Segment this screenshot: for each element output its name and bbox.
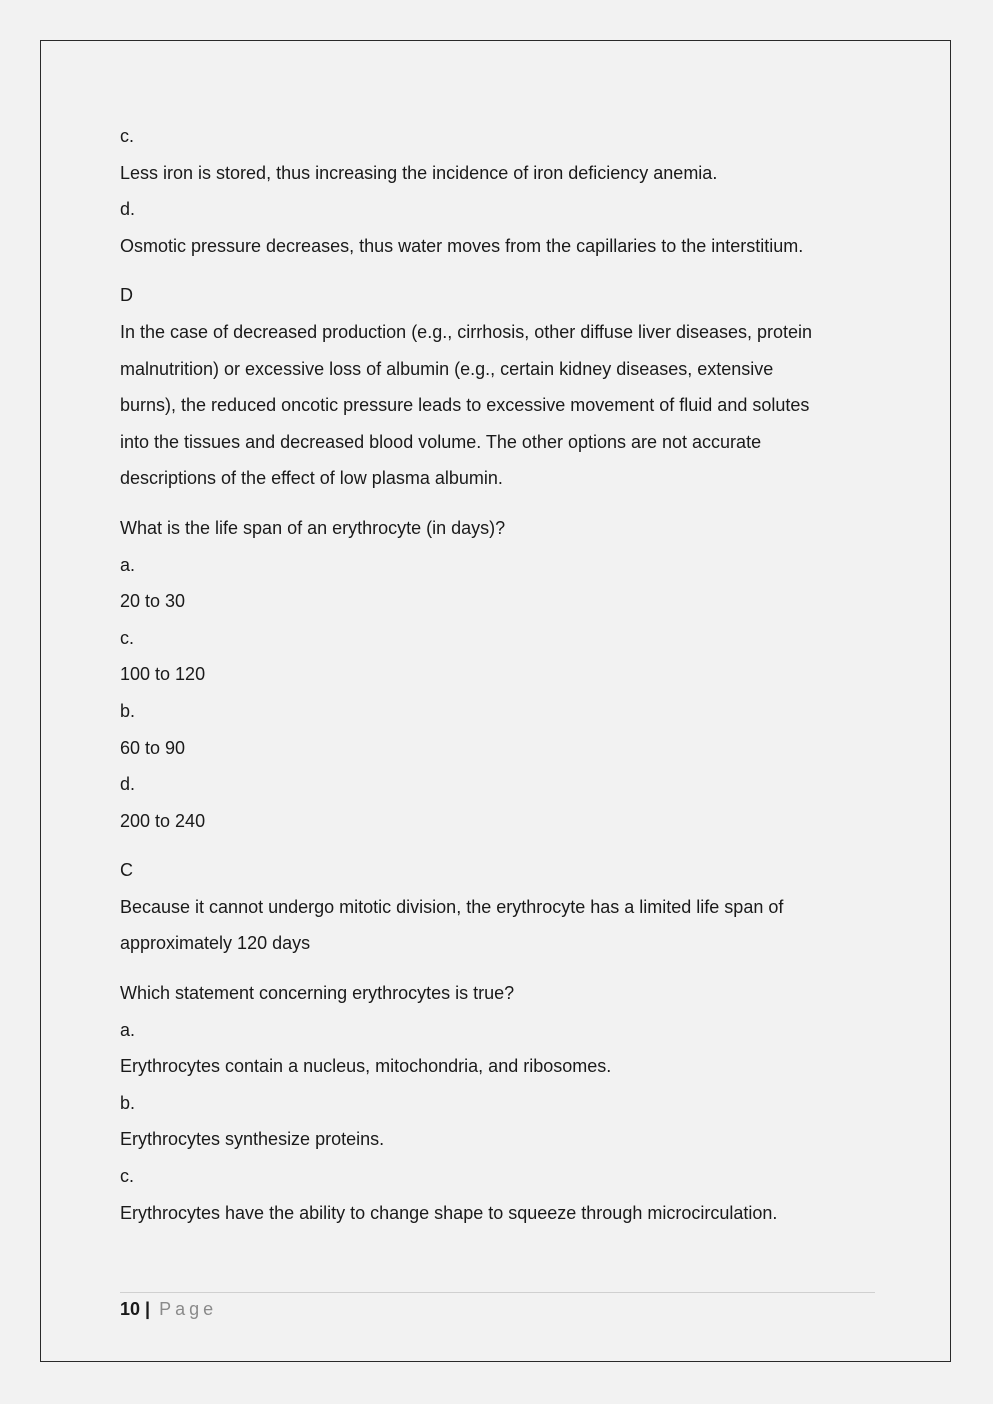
text-line: malnutrition) or excessive loss of albumin (e.g., certain kidney diseases, extensive	[120, 358, 774, 379]
text-line: What is the life span of an erythrocyte (in days)?	[120, 517, 506, 538]
paragraph-gap	[120, 497, 880, 510]
text-line: Erythrocytes synthesize proteins.	[120, 1129, 385, 1150]
page-label: Page	[159, 1299, 218, 1319]
footer-separator: |	[145, 1299, 151, 1319]
text-line: d.	[120, 774, 136, 795]
text-line: 60 to 90	[120, 737, 186, 758]
text-line: 100 to 120	[120, 664, 206, 685]
text-line: Erythrocytes have the ability to change shape to squeeze through microcirculation.	[120, 1202, 778, 1223]
paragraph-gap	[120, 264, 880, 277]
text-line: into the tissues and decreased blood volume. The other options are not accurate	[120, 431, 762, 452]
paragraph-gap	[120, 839, 880, 852]
text-line: c.	[120, 126, 135, 146]
text-line: Erythrocytes contain a nucleus, mitochondria, and ribosomes.	[120, 1056, 612, 1077]
page-number: 10	[120, 1299, 141, 1319]
text-line: In the case of decreased production (e.g., cirrhosis, other diffuse liver diseases, protein	[120, 321, 813, 342]
text-line: a.	[120, 1019, 136, 1040]
paragraph-gap	[120, 962, 880, 975]
text-line: 200 to 240	[120, 810, 206, 831]
text-line: Less iron is stored, thus increasing the incidence of iron deficiency anemia.	[120, 162, 718, 183]
text-line: d.	[120, 199, 136, 220]
text-line: 20 to 30	[120, 591, 186, 612]
text-line: C	[120, 860, 133, 881]
text-line: burns), the reduced oncotic pressure leads to excessive movement of fluid and solutes	[120, 395, 810, 416]
text-line: a.	[120, 554, 136, 575]
text-line: b.	[120, 700, 136, 721]
text-line: Osmotic pressure decreases, thus water moves from the capillaries to the interstitium.	[120, 235, 804, 256]
text-line: b.	[120, 1092, 136, 1113]
document-body	[120, 118, 880, 1231]
text-line: approximately 120 days	[120, 933, 311, 954]
text-line: Because it cannot undergo mitotic division, the erythrocyte has a limited life span of	[120, 896, 784, 917]
text-line: c.	[120, 627, 135, 648]
text-line: Which statement concerning erythrocytes is true?	[120, 983, 515, 1004]
text-line: c.	[120, 1166, 135, 1187]
text-line: D	[120, 285, 133, 306]
page-footer	[120, 1292, 875, 1321]
text-line: descriptions of the effect of low plasma albumin.	[120, 468, 503, 489]
